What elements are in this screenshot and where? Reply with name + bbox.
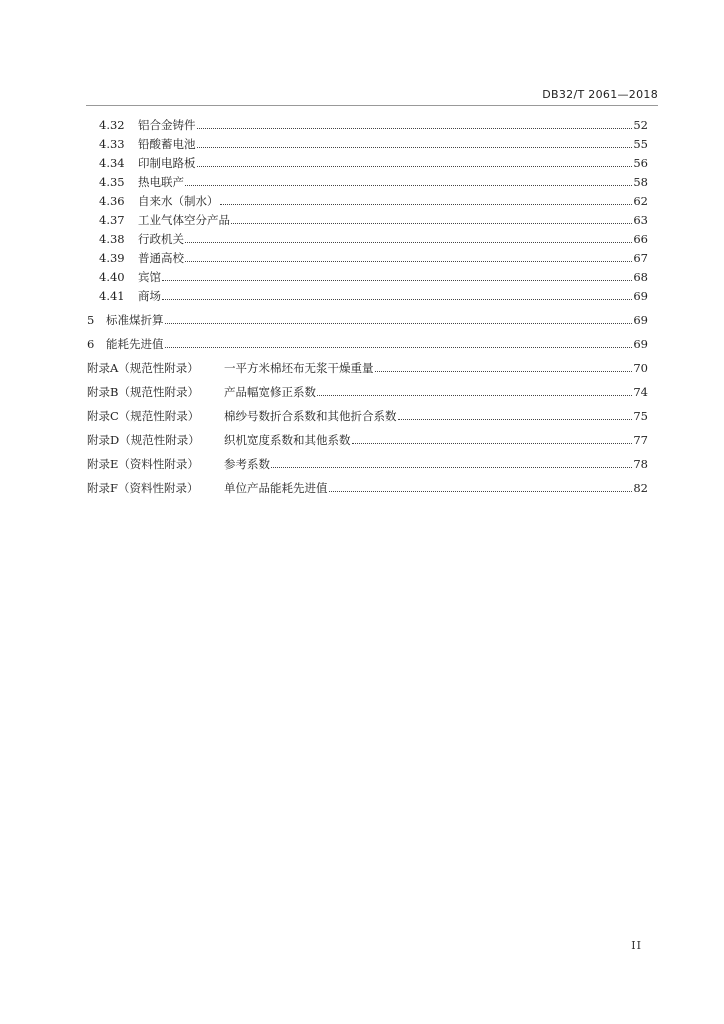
toc-entry-page: 62: [633, 194, 648, 208]
toc-dot-leader: [162, 299, 632, 300]
toc-entry-page: 63: [633, 213, 648, 227]
toc-entry[interactable]: [99, 135, 648, 153]
toc-entry-number: 附录A（规范性附录）: [87, 361, 199, 375]
toc-entry-page: 67: [633, 251, 648, 265]
toc-dot-leader: [185, 261, 632, 262]
toc-entry[interactable]: [87, 455, 648, 473]
toc-entry-title: 织机宽度系数和其他系数: [224, 433, 351, 447]
toc-entry-page: 74: [633, 385, 648, 399]
toc-dot-leader: [162, 280, 632, 281]
toc-dot-leader: [398, 419, 633, 420]
toc-entry-page: 68: [633, 270, 648, 284]
document-code: DB32/T 2061—2018: [542, 88, 658, 101]
toc-dot-leader: [352, 443, 633, 444]
toc-entry-title: 宾馆: [138, 270, 161, 284]
toc-entry-title: 铅酸蓄电池: [138, 137, 196, 151]
toc-entry-number: 4.35: [99, 175, 125, 189]
toc-entry-number: 4.38: [99, 232, 125, 246]
toc-entry-number: 4.33: [99, 137, 125, 151]
toc-dot-leader: [185, 185, 632, 186]
toc-entry[interactable]: [87, 359, 648, 377]
toc-entry-number: 6: [87, 337, 95, 351]
toc-entry-number: 附录B（规范性附录）: [87, 385, 199, 399]
toc-entry-page: 69: [633, 337, 648, 351]
toc-entry-title: 标准煤折算: [106, 313, 164, 327]
toc-entry-title: 棉纱号数折合系数和其他折合系数: [224, 409, 397, 423]
toc-entry[interactable]: [87, 311, 648, 329]
toc-entry-number: 4.36: [99, 194, 125, 208]
toc-entry[interactable]: [99, 249, 648, 267]
toc-entry[interactable]: [87, 383, 648, 401]
toc-entry-number: 附录E（资料性附录）: [87, 457, 199, 471]
toc-entry-page: 56: [633, 156, 648, 170]
page-number: II: [631, 939, 642, 952]
toc-entry[interactable]: [99, 287, 648, 305]
toc-entry-page: 66: [633, 232, 648, 246]
toc-entry-number: 5: [87, 313, 95, 327]
toc-entry-title: 普通高校: [138, 251, 184, 265]
toc-dot-leader: [197, 128, 633, 129]
toc-entry-number: 4.39: [99, 251, 125, 265]
toc-entry[interactable]: [87, 431, 648, 449]
toc-entry-page: 78: [633, 457, 648, 471]
toc-entry[interactable]: [87, 479, 648, 497]
toc-entry-title: 铝合金铸件: [138, 118, 196, 132]
toc-entry-page: 75: [633, 409, 648, 423]
toc-entry-title: 行政机关: [138, 232, 184, 246]
toc-entry-page: 77: [633, 433, 648, 447]
toc-entry[interactable]: [99, 116, 648, 134]
toc-entry[interactable]: [87, 407, 648, 425]
toc-dot-leader: [317, 395, 632, 396]
toc-entry-number: 4.41: [99, 289, 125, 303]
toc-entry-page: 58: [633, 175, 648, 189]
toc-dot-leader: [165, 347, 633, 348]
toc-entry-title: 单位产品能耗先进值: [224, 481, 328, 495]
toc-entry-page: 55: [633, 137, 648, 151]
toc-entry-page: 70: [633, 361, 648, 375]
toc-entry-title: 自来水（制水）: [138, 194, 219, 208]
toc-entry-title: 产品幅宽修正系数: [224, 385, 316, 399]
toc-entry-number: 4.37: [99, 213, 125, 227]
toc-entry[interactable]: [99, 211, 648, 229]
toc-entry-number: 附录F（资料性附录）: [87, 481, 199, 495]
toc-entry-number: 4.32: [99, 118, 125, 132]
toc-entry-title: 商场: [138, 289, 161, 303]
toc-dot-leader: [185, 242, 632, 243]
toc-entry-page: 69: [633, 289, 648, 303]
toc-entry-title: 一平方米棉坯布无浆干燥重量: [224, 361, 374, 375]
toc-entry[interactable]: [99, 268, 648, 286]
toc-entry-number: 附录C（规范性附录）: [87, 409, 200, 423]
toc-dot-leader: [165, 323, 633, 324]
toc-dot-leader: [329, 491, 633, 492]
toc-entry-page: 52: [633, 118, 648, 132]
toc-entry-title: 参考系数: [224, 457, 270, 471]
toc-dot-leader: [271, 467, 632, 468]
toc-entry-title: 能耗先进值: [106, 337, 164, 351]
toc-dot-leader: [231, 223, 632, 224]
toc-entry-page: 69: [633, 313, 648, 327]
toc-dot-leader: [197, 166, 633, 167]
toc-dot-leader: [220, 204, 633, 205]
header-divider: [86, 105, 658, 106]
toc-entry-number: 4.40: [99, 270, 125, 284]
toc-entry-title: 印制电路板: [138, 156, 196, 170]
toc-entry-number: 附录D（规范性附录）: [87, 433, 200, 447]
toc-dot-leader: [197, 147, 633, 148]
toc-entry-page: 82: [633, 481, 648, 495]
toc-entry-title: 工业气体空分产品: [138, 213, 230, 227]
toc-entry[interactable]: [99, 230, 648, 248]
toc-entry[interactable]: [87, 335, 648, 353]
toc-entry-title: 热电联产: [138, 175, 184, 189]
toc-dot-leader: [375, 371, 633, 372]
toc-entry[interactable]: [99, 154, 648, 172]
toc-entry[interactable]: [99, 173, 648, 191]
toc-entry[interactable]: [99, 192, 648, 210]
toc-entry-number: 4.34: [99, 156, 125, 170]
